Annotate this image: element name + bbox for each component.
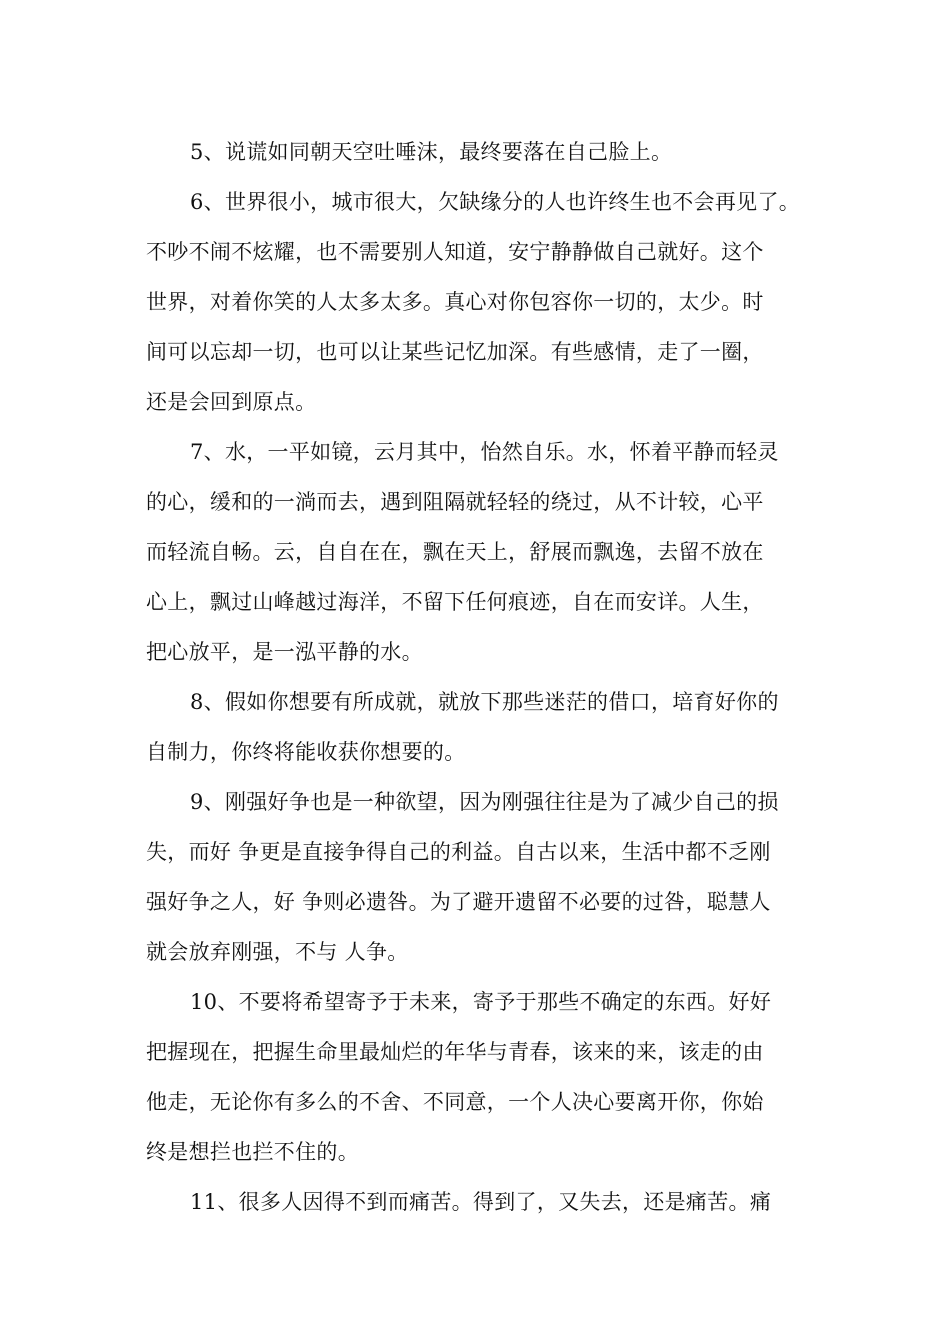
paragraph-9-line-4: 就会放弃刚强，不与 人争。 <box>146 940 409 964</box>
paragraph-6-line-2: 不吵不闹不炫耀，也不需要别人知道，安宁静静做自己就好。这个 <box>146 240 764 264</box>
paragraph-9-line-3: 强好争之人，好 争则必遗咎。为了避开遗留不必要的过咎，聪慧人 <box>146 890 771 914</box>
paragraph-7-line-2: 的心，缓和的一淌而去，遇到阻隔就轻轻的绕过，从不计较，心平 <box>146 490 764 514</box>
paragraph-8-line-1: 8、假如你想要有所成就，就放下那些迷茫的借口，培育好你的 <box>190 690 779 714</box>
paragraph-6-line-3: 世界，对着你笑的人太多太多。真心对你包容你一切的，太少。时 <box>146 290 764 314</box>
paragraph-6-line-1: 6、世界很小，城市很大，欠缺缘分的人也许终生也不会再见了。 <box>190 190 801 214</box>
paragraph-6-line-4: 间可以忘却一切，也可以让某些记忆加深。有些感情，走了一圈， <box>146 340 764 364</box>
paragraph-11-line-1: 11、很多人因得不到而痛苦。得到了，又失去，还是痛苦。痛 <box>190 1190 772 1214</box>
paragraph-7-line-1: 7、水，一平如镜，云月其中，怡然自乐。水，怀着平静而轻灵 <box>190 440 779 464</box>
paragraph-9-line-1: 9、刚强好争也是一种欲望，因为刚强往往是为了减少自己的损 <box>190 790 779 814</box>
paragraph-10-line-1: 10、不要将希望寄予于未来，寄予于那些不确定的东西。好好 <box>190 990 772 1014</box>
paragraph-8-line-2: 自制力，你终将能收获你想要的。 <box>146 740 466 764</box>
paragraph-9-line-2: 失，而好 争更是直接争得自己的利益。自古以来，生活中都不乏刚 <box>146 840 771 864</box>
paragraph-7-line-3: 而轻流自畅。云，自自在在，飘在天上，舒展而飘逸，去留不放在 <box>146 540 764 564</box>
paragraph-5-line-1: 5、说谎如同朝天空吐唾沫，最终要落在自己脸上。 <box>190 140 673 164</box>
paragraph-6-line-5: 还是会回到原点。 <box>146 390 317 414</box>
paragraph-7-line-5: 把心放平，是一泓平静的水。 <box>146 640 423 664</box>
paragraph-10-line-2: 把握现在，把握生命里最灿烂的年华与青春，该来的来，该走的由 <box>146 1040 764 1064</box>
paragraph-10-line-3: 他走，无论你有多么的不舍、不同意，一个人决心要离开你，你始 <box>146 1090 764 1114</box>
paragraph-10-line-4: 终是想拦也拦不住的。 <box>146 1140 359 1164</box>
paragraph-7-line-4: 心上，飘过山峰越过海洋，不留下任何痕迹，自在而安详。人生， <box>146 590 764 614</box>
